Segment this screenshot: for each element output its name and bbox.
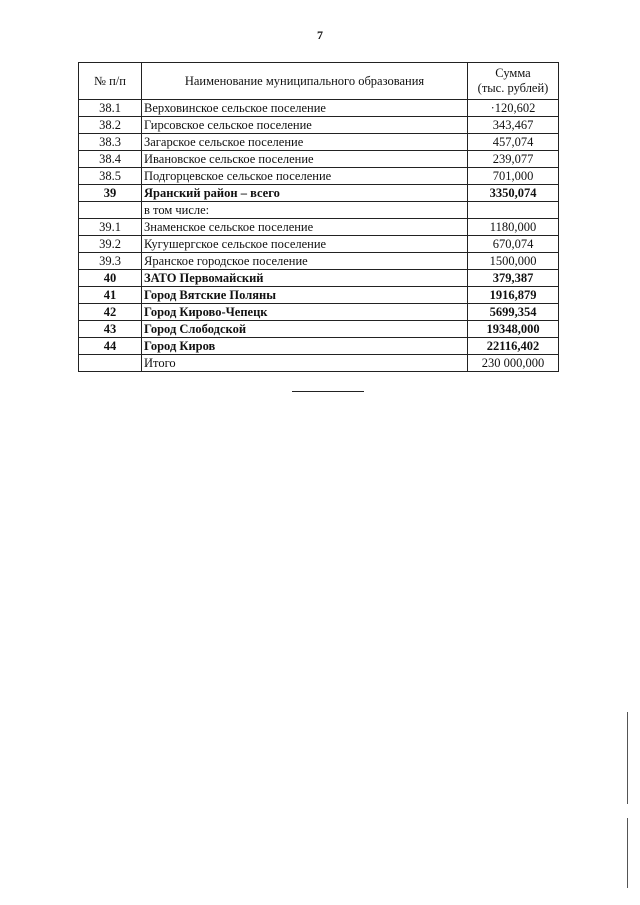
table-row <box>79 253 559 270</box>
header-sum <box>468 63 559 100</box>
row-number: 38.2 <box>79 117 142 134</box>
row-municipality-name: Ивановское сельское поселение <box>142 151 468 168</box>
row-sum: 379,387 <box>468 270 559 287</box>
row-number: 38.5 <box>79 168 142 185</box>
row-sum: 670,074 <box>468 236 559 253</box>
table-row <box>79 287 559 304</box>
table-row <box>79 219 559 236</box>
page-number: 7 <box>317 28 323 42</box>
table-row <box>79 185 559 202</box>
row-number: 38.3 <box>79 134 142 151</box>
table-row <box>79 168 559 185</box>
row-municipality-name: Знаменское сельское поселение <box>142 219 468 236</box>
table-row <box>79 202 559 219</box>
table-row <box>79 134 559 151</box>
row-sum: ·120,602 <box>468 100 559 117</box>
row-municipality-name: Город Кирово-Чепецк <box>142 304 468 321</box>
table-row <box>79 304 559 321</box>
row-number: 39.3 <box>79 253 142 270</box>
scan-margin-mark <box>627 712 628 804</box>
row-municipality-name: Город Слободской <box>142 321 468 338</box>
row-municipality-name: Итого <box>142 355 468 372</box>
row-sum: 19348,000 <box>468 321 559 338</box>
header-municipality-name: Наименование муниципального образования <box>142 63 468 100</box>
table-row <box>79 321 559 338</box>
row-number: 40 <box>79 270 142 287</box>
row-sum: 239,077 <box>468 151 559 168</box>
row-municipality-name: Город Вятские Поляны <box>142 287 468 304</box>
table-row <box>79 100 559 117</box>
row-number <box>79 202 142 219</box>
scan-margin-mark <box>627 818 628 888</box>
row-number: 43 <box>79 321 142 338</box>
row-municipality-name: Кугушергское сельское поселение <box>142 236 468 253</box>
row-number: 39 <box>79 185 142 202</box>
row-sum: 343,467 <box>468 117 559 134</box>
table-row <box>79 117 559 134</box>
table-row <box>79 338 559 355</box>
row-sum: 1500,000 <box>468 253 559 270</box>
header-sum-title: Сумма <box>495 66 531 80</box>
end-of-document-rule <box>292 391 364 392</box>
budget-allocation-table <box>78 62 559 372</box>
row-municipality-name: Верховинское сельское поселение <box>142 100 468 117</box>
row-sum: 457,074 <box>468 134 559 151</box>
row-municipality-name: ЗАТО Первомайский <box>142 270 468 287</box>
row-number: 39.1 <box>79 219 142 236</box>
row-municipality-name: Гирсовское сельское поселение <box>142 117 468 134</box>
table-row <box>79 270 559 287</box>
header-sum-unit: (тыс. рублей) <box>477 81 549 95</box>
table-header-row <box>79 63 559 100</box>
row-sum: 5699,354 <box>468 304 559 321</box>
row-municipality-name: Яранское городское поселение <box>142 253 468 270</box>
row-sum: 3350,074 <box>468 185 559 202</box>
header-number: № п/п <box>79 63 142 100</box>
row-number: 44 <box>79 338 142 355</box>
row-sum: 1916,879 <box>468 287 559 304</box>
row-municipality-name: Подгорцевское сельское поселение <box>142 168 468 185</box>
row-sum: 230 000,000 <box>468 355 559 372</box>
table-row <box>79 236 559 253</box>
row-sum <box>468 202 559 219</box>
row-number: 41 <box>79 287 142 304</box>
row-number: 42 <box>79 304 142 321</box>
table-row <box>79 151 559 168</box>
row-sum: 22116,402 <box>468 338 559 355</box>
row-number <box>79 355 142 372</box>
table-row <box>79 355 559 372</box>
row-number: 38.1 <box>79 100 142 117</box>
row-municipality-name: Яранский район – всего <box>142 185 468 202</box>
row-number: 39.2 <box>79 236 142 253</box>
table-body <box>79 100 559 372</box>
row-sum: 701,000 <box>468 168 559 185</box>
row-municipality-name: в том числе: <box>142 202 468 219</box>
row-sum: 1180,000 <box>468 219 559 236</box>
row-municipality-name: Город Киров <box>142 338 468 355</box>
row-municipality-name: Загарское сельское поселение <box>142 134 468 151</box>
row-number: 38.4 <box>79 151 142 168</box>
